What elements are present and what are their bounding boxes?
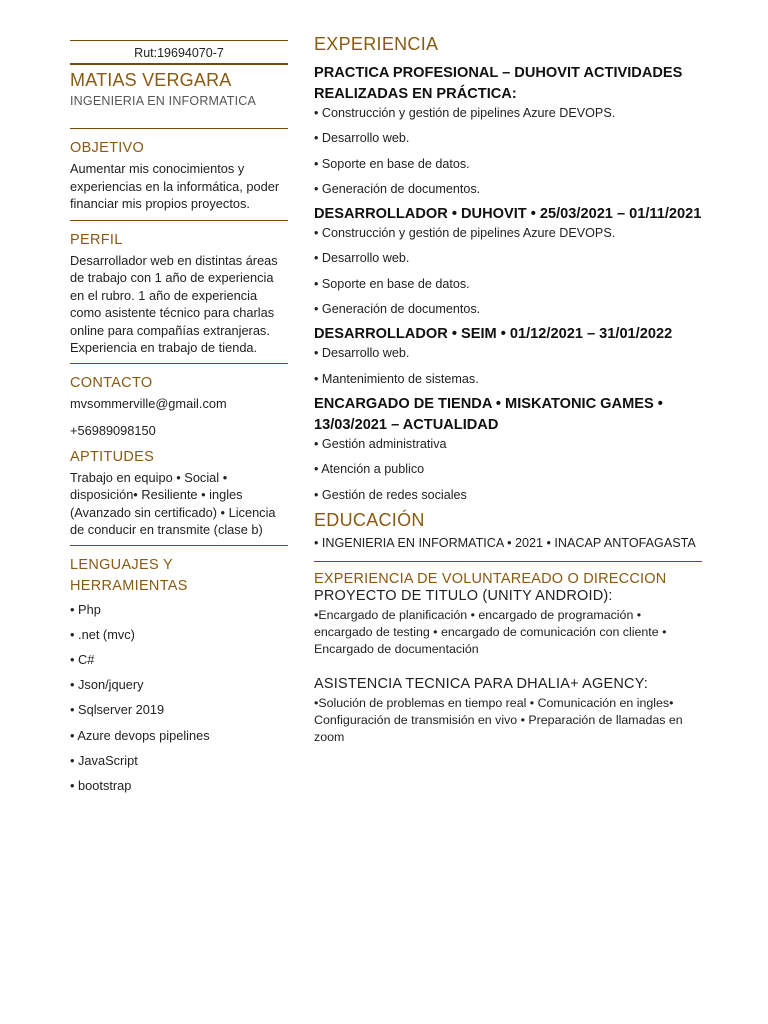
- voluntariado-heading: EXPERIENCIA DE VOLUNTAREADO O DIRECCION: [314, 571, 667, 588]
- perfil-text: Desarrollador web en distintas áreas de trabajo con 1 año de experiencia en el rubro. 1 año de experiencia como asistente técnico para charlas online para compañías extranjeras. Experiencia en trabajo de tienda.: [70, 252, 278, 355]
- list-item: • Desarrollo web.: [314, 251, 410, 266]
- rut-text: Rut:19694070-7: [134, 46, 224, 60]
- list-item: • bootstrap: [70, 777, 132, 793]
- divider: [70, 220, 288, 221]
- phone-text[interactable]: +56989098150: [70, 422, 156, 438]
- job-title: DESARROLLADOR • DUHOVIT • 25/03/2021 – 01/11/2021: [314, 206, 702, 223]
- list-item: • Generación de documentos.: [314, 302, 481, 317]
- job-entry: [314, 63, 702, 202]
- contacto-section: [70, 373, 288, 443]
- divider: [70, 128, 288, 129]
- career-title: INGENIERIA EN INFORMATICA: [70, 94, 257, 108]
- job-title: DESARROLLADOR • SEIM • 01/12/2021 – 31/01/2022: [314, 326, 673, 343]
- contacto-heading: CONTACTO: [70, 374, 153, 391]
- list-item: • Gestión administrativa: [314, 436, 447, 451]
- list-item: • Mantenimiento de sistemas.: [314, 371, 479, 386]
- divider: [70, 363, 288, 364]
- divider: [314, 561, 702, 562]
- list-item: • Desarrollo web.: [314, 131, 410, 146]
- job-entry: [314, 324, 702, 392]
- project-title: PROYECTO DE TITULO (UNITY ANDROID):: [314, 588, 613, 605]
- list-item: • Atención a publico: [314, 462, 425, 477]
- left-column: [70, 40, 288, 798]
- list-item: • Json/jquery: [70, 677, 144, 693]
- job-bullets: [314, 341, 702, 392]
- project-text: •Solución de problemas en tiempo real • Comunicación en ingles• Configuración de transmisión en vivo • Preparación de llamadas en zoom: [314, 696, 683, 745]
- list-item: • Php: [70, 601, 101, 617]
- aptitudes-heading: APTITUDES: [70, 448, 155, 465]
- perfil-section: [70, 230, 288, 357]
- list-item: • .net (mvc): [70, 626, 135, 642]
- list-item: • Gestión de redes sociales: [314, 487, 467, 502]
- project-title: ASISTENCIA TECNICA PARA DHALIA+ AGENCY:: [314, 676, 649, 693]
- list-item: • Generación de documentos.: [314, 181, 481, 196]
- objetivo-section: [70, 138, 288, 213]
- experiencia-heading: EXPERIENCIA: [314, 34, 439, 54]
- perfil-heading: PERFIL: [70, 231, 123, 248]
- list-item: • Azure devops pipelines: [70, 727, 210, 743]
- aptitudes-text: Trabajo en equipo • Social • disposición• Resiliente • ingles (Avanzado sin certificado) • Licencia de conducir en transmite (clase b): [70, 469, 276, 537]
- project-text: •Encargado de planificación • encargado de programación • encargado de testing • encargado de comunicación con cliente • Encargado de documentación: [314, 608, 667, 657]
- lenguajes-heading: LENGUAJES Y HERRAMIENTAS: [70, 556, 188, 594]
- job-title: PRACTICA PROFESIONAL – DUHOVIT ACTIVIDADES REALIZADAS EN PRÁCTICA:: [314, 65, 683, 102]
- list-item: • C#: [70, 651, 95, 667]
- job-bullets: [314, 432, 702, 508]
- email-text[interactable]: mvsommerville@gmail.com: [70, 395, 227, 411]
- divider: [70, 545, 288, 546]
- list-item: • JavaScript: [70, 752, 138, 768]
- list-item: • Construcción y gestión de pipelines Azure DEVOPS.: [314, 226, 616, 241]
- job-title: ENCARGADO DE TIENDA • MISKATONIC GAMES • 13/03/2021 – ACTUALIDAD: [314, 395, 663, 433]
- right-column: [314, 34, 702, 746]
- person-name: MATIAS VERGARA: [70, 70, 232, 90]
- name-divider: [70, 63, 288, 65]
- objetivo-text: Aumentar mis conocimientos y experiencias en la informática, poder financiar mis propios proyectos.: [70, 161, 280, 211]
- list-item: • Construcción y gestión de pipelines Azure DEVOPS.: [314, 106, 616, 120]
- job-entry: [314, 394, 702, 508]
- job-bullets: [314, 221, 702, 322]
- list-item: • Sqlserver 2019: [70, 702, 165, 718]
- list-item: • Soporte en base de datos.: [314, 156, 470, 171]
- lenguajes-list: [70, 597, 288, 799]
- job-bullets: [314, 101, 702, 202]
- job-entry: [314, 204, 702, 322]
- lenguajes-section: [70, 555, 288, 799]
- aptitudes-section: [70, 447, 288, 539]
- list-item: • Desarrollo web.: [314, 346, 410, 361]
- educacion-text: • INGENIERIA EN INFORMATICA • 2021 • INACAP ANTOFAGASTA: [314, 535, 696, 550]
- list-item: • Soporte en base de datos.: [314, 276, 470, 291]
- objetivo-heading: OBJETIVO: [70, 140, 145, 156]
- educacion-heading: EDUCACIÓN: [314, 509, 425, 530]
